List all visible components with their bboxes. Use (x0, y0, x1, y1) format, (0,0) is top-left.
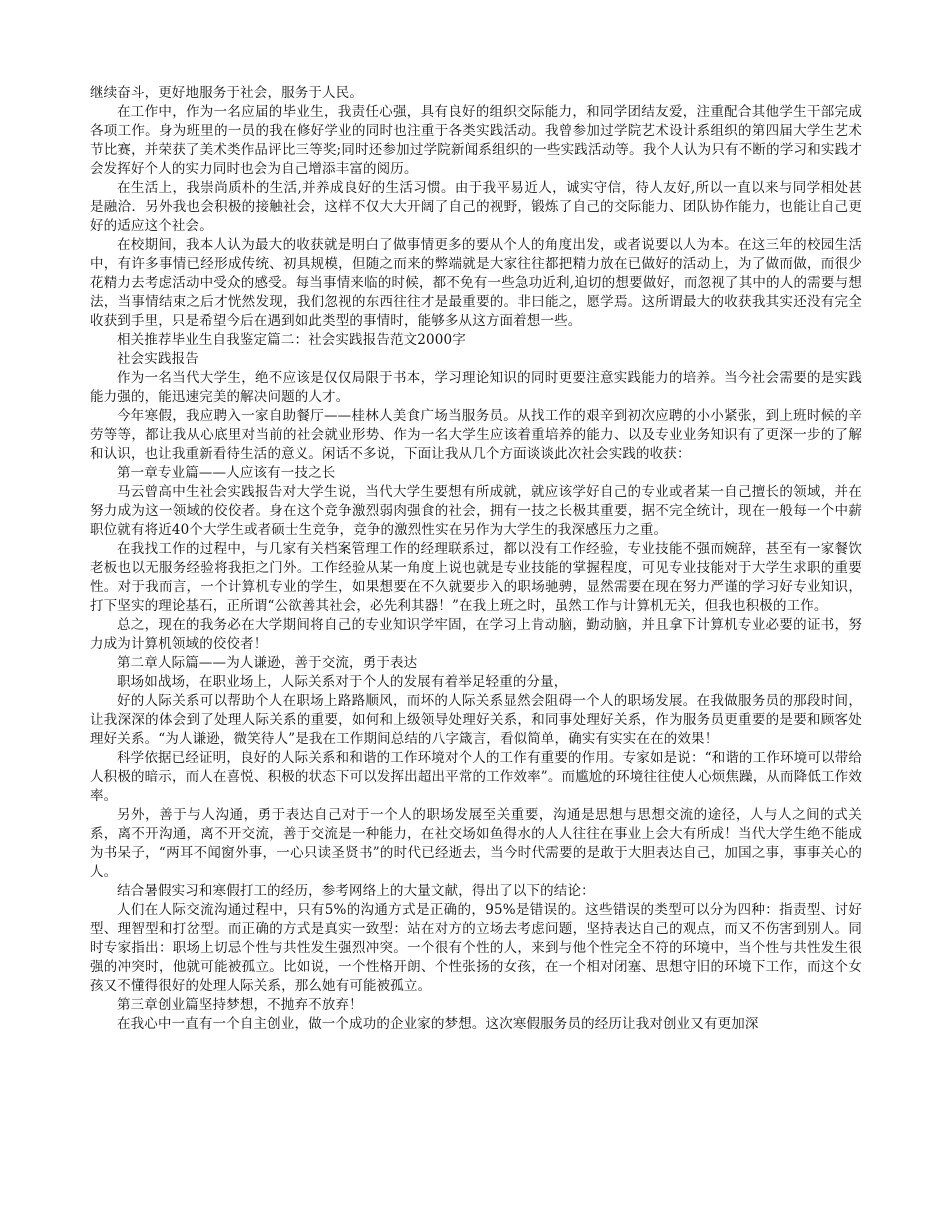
section-heading: 相关推荐毕业生自我鉴定篇二：社会实践报告范文2000字 (117, 332, 466, 348)
body-paragraph: 在我找工作的过程中，与几家有关档案管理工作的经理联系过，都以没有工作经验，专业技能不强而婉辞，甚至有一家餐饮老板也以无服务经验将我拒之门外。工作经验从某一角度上说也就是专业技能的掌握程度，可见专业技能对于大学生求职的重要性。对于我而言，一个计算机专业的学生，如果想要在不久就要步入的职场驰骋，显然需要在现在努力严谨的学习好专业知识，打下坚实的理论基石，正所谓“公欲善其社会，必先利其器！”在我上班之时，虽然工作与计算机无关，但我也积极的工作。 (90, 541, 862, 614)
body-paragraph: 继续奋斗，更好地服务于社会，服务于人民。 (90, 85, 363, 101)
body-paragraph: 在生活上，我崇尚质朴的生活,并养成良好的生活习惯。由于我平易近人，诚实守信，待人友好,所以一直以来与同学相处甚是融洽．另外我也会积极的接触社会，这样不仅大大开阔了自己的视野，锻炼了自己的交际能力、团队协作能力，也能让自己更好的适应这个社会。 (90, 180, 862, 234)
body-paragraph: 今年寒假，我应聘入一家自助餐厅——桂林人美食广场当服务员。从找工作的艰辛到初次应聘的小小紧张，到上班时候的辛劳等等，都让我从心底里对当前的社会就业形势、作为一名大学生应该着重培养的能力、以及专业业务知识有了更深一步的了解和认识，也让我重新看待生活的意义。闲话不多说，下面让我从几个方面谈谈此次社会实践的收获： (90, 408, 862, 462)
section-heading: 第一章专业篇——人应该有一技之长 (117, 465, 336, 481)
body-paragraph: 马云曾高中生社会实践报告对大学生说，当代大学生要想有所成就，就应该学好自己的专业或者某一自己擅长的领域，并在努力成为这一领域的佼佼者。身在这个竞争激烈弱肉强食的社会，拥有一技之长极其重要，据不完全统计，现在一般每一个中薪职位就有将近40个大学生或者硕士生竞争，竞争的激烈性实在另作为大学生的我深感压力之重。 (90, 484, 862, 538)
body-paragraph: 结合暑假实习和寒假打工的经历，参考网络上的大量文献，得出了以下的结论： (117, 883, 595, 899)
body-paragraph: 科学依据已经证明，良好的人际关系和和谐的工作环境对个人的工作有重要的作用。专家如是说：“和谐的工作环境可以带给人积极的暗示，而人在喜悦、积极的状态下可以发挥出超出平常的工作效率”。而尴尬的环境往往使人心烦焦躁，从而降低工作效率。 (90, 750, 862, 804)
body-paragraph: 在工作中，作为一名应届的毕业生，我责任心强，具有良好的组织交际能力，和同学团结友爱，注重配合其他学生干部完成各项工作。身为班里的一员的我在修好学业的同时也注重于各类实践活动。我曾参加过学院艺术设计系组织的第四届大学生艺术节比赛，并荣获了美术类作品评比三等奖;同时还参加过学院新闻系组织的一些实践活动等。我个人认为只有不断的学习和实践才会发挥好个人的实力同时也会为自己增添丰富的阅历。 (90, 104, 862, 177)
section-heading: 第二章人际篇——为人谦逊，善于交流，勇于表达 (117, 655, 418, 671)
body-paragraph: 人们在人际交流沟通过程中，只有5%的沟通方式是正确的，95%是错误的。这些错误的类型可以分为四种：指责型、讨好型、理智型和打岔型。而正确的方式是真实一致型：站在对方的立场去考虑问题，坚持表达自己的观点，而又不伤害到别人。同时专家指出：职场上切忌个性与共性发生强烈冲突。一个很有个性的人，来到与他个性完全不符的环境中，当个性与共性发生很强的冲突时，他就可能被孤立。比如说，一个性格开朗、个性张扬的女孩，在一个相对闭塞、思想守旧的环境下工作，而这个女孩又不懂得很好的处理人际关系，那么她有可能被孤立。 (90, 902, 862, 994)
section-heading: 社会实践报告 (117, 351, 199, 367)
body-paragraph: 职场如战场，在职业场上，人际关系对于个人的发展有着举足轻重的分量， (117, 674, 568, 690)
body-paragraph: 作为一名当代大学生，绝不应该是仅仅局限于书本，学习理论知识的同时更要注意实践能力的培养。当今社会需要的是实践能力强的，能迅速完美的解决问题的人才。 (90, 370, 862, 405)
section-heading: 第三章创业篇坚持梦想，不抛弃不放弃！ (117, 997, 363, 1013)
body-paragraph: 在校期间，我本人认为最大的收获就是明白了做事情更多的要从个人的角度出发，或者说要以人为本。在这三年的校园生活中，有许多事情已经形成传统、初具规模，但随之而来的弊端就是大家往往都把精力放在已做好的活动上，为了做而做，而很少花精力去考虑活动中受众的感受。每当事情来临的时候，都不免有一些急功近利,迫切的想要做好，而忽视了其中的人的需要与想法，当事情结束之后才恍然发现，我们忽视的东西往往才是最重要的。非曰能之，愿学焉。这所谓最大的收获我其实还没有完全收获到手里，只是希望今后在遇到如此类型的事情时，能够多从这方面着想一些。 (90, 237, 862, 329)
body-paragraph: 另外，善于与人沟通，勇于表达自己对于一个人的职场发展至关重要，沟通是思想与思想交流的途径，人与人之间的式关系，离不开沟通，离不开交流，善于交流是一种能力，在社交场如鱼得水的人人往往在事业上会大有所成！当代大学生绝不能成为书呆子，“两耳不闻窗外事，一心只读圣贤书”的时代已经逝去，当今时代需要的是敢于大胆表达自己，加国之事，事事关心的人。 (90, 807, 862, 880)
body-paragraph: 在我心中一直有一个自主创业，做一个成功的企业家的梦想。这次寒假服务员的经历让我对创业又有更加深 (117, 1016, 759, 1032)
body-paragraph: 总之，现在的我务必在大学期间将自己的专业知识学牢固，在学习上肯动脑，勤动脑，并且拿下计算机专业必要的证书，努力成为计算机领域的佼佼者！ (90, 617, 862, 652)
body-paragraph: 好的人际关系可以帮助个人在职场上路路顺风，而坏的人际关系显然会阻碍一个人的职场发展。在我做服务员的那段时间，让我深深的体会到了处理人际关系的重要，如何和上级领导处理好关系，和同事处理好关系，作为服务员更重要的是要和顾客处理好关系。“为人谦逊，微笑待人”是我在工作期间总结的八字箴言，看似简单，确实有实实在在的效果！ (90, 693, 862, 747)
